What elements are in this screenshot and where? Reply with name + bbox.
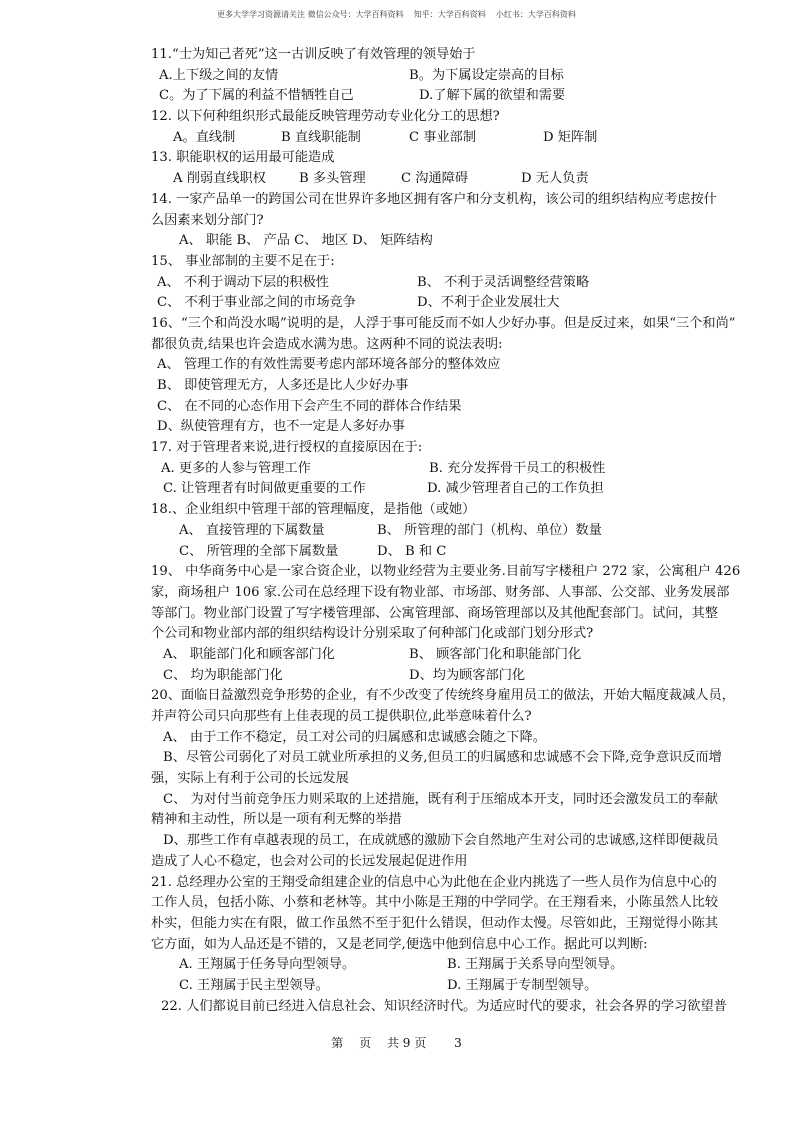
answer-option: D、不利于企业发展壮大	[417, 295, 560, 311]
answer-option: B、 顾客部门化和职能部门化	[409, 646, 582, 662]
answer-option: B、尽管公司弱化了对员工就业所承担的义务,但员工的归属感和忠诚感不会下降,竞争意识反而增	[163, 750, 722, 766]
text-line: 造成了人心不稳定，也会对公司的长远发展起促进作用	[151, 853, 468, 869]
option-row	[151, 955, 767, 976]
answer-option: 22. 人们都说目前已经进入信息社会、知识经济时代。为适应时代的要求，社会各界的学习欲望普	[161, 998, 727, 1014]
text-line: 个公司和物业部内部的组织结构设计分别采取了何种部门化或部门划分形式?	[151, 626, 594, 642]
answer-option: C. 让管理者有时间做更重要的工作	[163, 481, 366, 497]
answer-option: B、 所管理的部门（机构、单位）数量	[377, 522, 602, 538]
option-row	[151, 748, 767, 769]
text-line: 朴实，但能力实在有限，做工作虽然不至于犯什么错误，但动作太慢。尽管如此，王翔觉得小陈其	[151, 915, 719, 931]
answer-option: B. 充分发挥骨干员工的积极性	[429, 460, 606, 476]
option-row	[151, 273, 767, 294]
text-line: 它方面，如为人品还是不错的，又是老同学,便选中他到信息中心工作。据此可以判断:	[151, 936, 648, 952]
text-line: 并声符公司只向那些有上佳表现的员工提供职位,此举意味着什么?	[151, 709, 532, 724]
option-row	[151, 376, 767, 397]
text-line: 12. 以下何种组织形式最能反映管理劳动专业化分工的思想?	[151, 109, 500, 125]
answer-option: C、 不利于事业部之间的市场竞争	[157, 295, 356, 311]
text-line: 都很负责,结果也许会造成水满为患。这两种不同的说法表明:	[151, 336, 503, 352]
option-row	[151, 728, 767, 749]
answer-option: D. 王翔属于专制型领导。	[447, 977, 598, 993]
answer-option: A、 由于工作不稳定，员工对公司的归属感和忠诚感会随之下降。	[163, 729, 546, 745]
answer-option: A 削弱直线职权	[173, 171, 266, 187]
answer-option: B 多头管理	[299, 171, 366, 187]
option-row	[151, 831, 767, 852]
text-line: 15、 事业部制的主要不足在于:	[151, 253, 335, 269]
answer-option: D.了解下属的欲望和需要	[419, 88, 566, 104]
answer-option: D、纵使管理有方，也不一定是人多好办事	[157, 419, 405, 435]
text-line: 20、面临日益激烈竞争形势的企业，有不少改变了传统终身雇用员工的做法，开始大幅度裁减人员，	[151, 688, 735, 704]
answer-option: D 矩阵制	[543, 129, 598, 145]
option-row	[151, 86, 767, 107]
option-row	[151, 479, 767, 500]
question-content	[151, 45, 767, 1017]
option-row	[151, 997, 767, 1018]
answer-option: B、 即使管理无方，人多还是比人少好办事	[157, 378, 409, 393]
option-row	[151, 169, 767, 190]
option-row	[151, 397, 767, 418]
text-line: 11.“士为知己者死”这一古训反映了有效管理的领导始于	[151, 47, 476, 62]
answer-option: C. 王翔属于民主型领导。	[179, 977, 329, 993]
answer-option: B 直线职能制	[281, 129, 361, 145]
option-row	[151, 417, 767, 438]
option-row	[151, 645, 767, 666]
option-row	[151, 293, 767, 314]
footer-total-pages: 共 9 页	[386, 1036, 427, 1050]
option-row	[151, 521, 767, 542]
answer-option: A、 直接管理的下属数量	[179, 522, 325, 538]
answer-option: B。为下属设定崇高的目标	[409, 67, 564, 83]
answer-option: A. 更多的人参与管理工作	[161, 460, 311, 476]
answer-option: C。为了下属的利益不惜牺牲自己	[159, 88, 354, 104]
answer-option: A、 管理工作的有效性需要考虑内部环境各部分的整体效应	[157, 357, 501, 373]
answer-option: D 无人负责	[521, 171, 589, 187]
text-line: 17. 对于管理者来说,进行授权的直接原因在于:	[151, 440, 423, 456]
answer-option: A.上下级之间的友情	[159, 67, 279, 83]
option-row	[151, 666, 767, 687]
option-row	[151, 66, 767, 87]
option-row	[151, 128, 767, 149]
page-header-banner: 更多大学学习资源请关注 微信公众号：大学百科资料 知乎：大学百科资料 小红书：大学百科资料	[217, 10, 576, 19]
text-line: 13. 职能职权的运用最可能造成	[151, 150, 335, 166]
answer-option: D、 B 和 C	[377, 543, 447, 559]
option-row	[151, 790, 767, 811]
footer-di-label: 第	[331, 1036, 344, 1050]
answer-option: C 沟通障碍	[401, 171, 469, 187]
answer-option: C、 在不同的心态作用下会产生不同的群体合作结果	[157, 398, 462, 414]
answer-option: C 事业部制	[409, 129, 477, 145]
page-footer	[0, 1034, 793, 1051]
text-line: 工作人员，包括小陈、小蔡和老林等。其中小陈是王翔的中学同学。在王翔看来，小陈虽然人比较	[151, 895, 719, 911]
answer-option: C、 均为职能部门化	[163, 667, 283, 683]
answer-option: D、均为顾客部门化	[409, 667, 526, 683]
answer-option: A、 不利于调动下层的积极性	[157, 274, 329, 290]
answer-option: D、那些工作有卓越表现的员工，在成就感的激励下会自然地产生对公司的忠诚感,这样即便裁员	[163, 833, 719, 849]
answer-option: A。直线制	[173, 129, 236, 145]
text-line: 14. 一家产品单一的跨国公司在世界许多地区拥有客户和分支机构，该公司的组织结构应考虑按什	[151, 191, 717, 207]
answer-option: A、 职能部门化和顾客部门化	[163, 646, 335, 662]
text-line: 么因素来划分部门?	[151, 212, 264, 228]
option-row	[151, 355, 767, 376]
answer-option: A、 职能 B、 产品 C、 地区 D、 矩阵结构	[179, 233, 433, 249]
text-line: 21. 总经理办公室的王翔受命组建企业的信息中心为此他在企业内挑选了一些人员作为信息中心的	[151, 874, 717, 890]
text-line: 19、 中华商务中心是一家合资企业，以物业经营为主要业务.目前写字楼租户 272 家，公寓租户 426	[151, 564, 741, 580]
answer-option: B、 不利于灵活调整经营策略	[417, 274, 590, 290]
footer-ye-label: 页	[359, 1036, 372, 1050]
text-line: 精神和主动性，所以是一项有利无弊的举措	[151, 812, 402, 828]
text-line: 家，商场租户 106 家.公司在总经理下设有物业部、市场部、财务部、人事部、公交部、业务发展部	[151, 584, 730, 600]
text-line: 18.、企业组织中管理干部的管理幅度，是指他（或她）	[151, 502, 476, 518]
option-row	[151, 231, 767, 252]
option-row	[151, 976, 767, 997]
text-line: 强，实际上有利于公司的长远发展	[151, 771, 349, 787]
text-line: 16、“三个和尚没水喝”说明的是，人浮于事可能反而不如人少好办事。但是反过来，如果“三个和尚”	[151, 315, 736, 331]
answer-option: A. 王翔属于任务导向型领导。	[179, 957, 356, 973]
answer-option: D. 减少管理者自己的工作负担	[427, 481, 604, 497]
answer-option: B. 王翔属于关系导向型领导。	[447, 957, 624, 973]
text-line: 等部门。物业部门设置了写字楼管理部、公寓管理部、商场管理部以及其他配套部门。试问，其整	[151, 605, 719, 621]
option-row	[151, 542, 767, 563]
option-row	[151, 459, 767, 480]
answer-option: C、 所管理的全部下属数量	[179, 543, 339, 559]
answer-option: C、 为对付当前竞争压力则采取的上述措施，既有利于压缩成本开支，同时还会激发员工的奉献	[163, 791, 718, 807]
footer-page-number: 3	[454, 1036, 462, 1050]
